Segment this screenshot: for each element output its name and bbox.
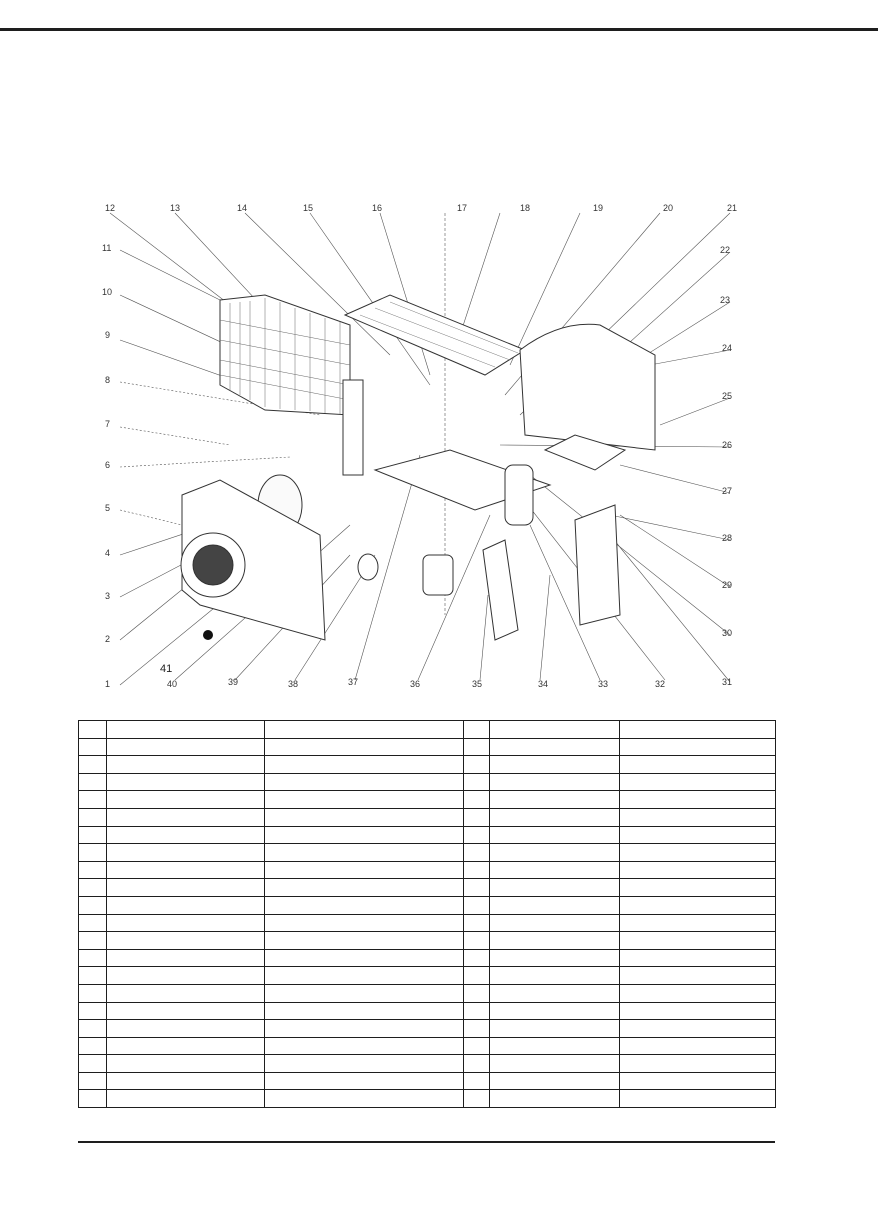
table-cell [265,1072,464,1090]
table-cell [79,949,107,967]
callout-label: 6 [105,460,111,470]
callout-label: 41 [160,663,173,675]
table-cell [265,879,464,897]
table-cell [79,861,107,879]
callout-label: 24 [722,343,733,353]
table-cell [490,949,620,967]
table-cell [490,932,620,950]
callout-label: 17 [457,203,468,213]
callout-label: 14 [237,203,248,213]
table-row [79,949,776,967]
table-cell [265,984,464,1002]
table-cell [265,791,464,809]
table-cell [620,896,776,914]
callout-label: 21 [727,203,738,213]
table-cell [490,1037,620,1055]
callout-label: 25 [722,391,733,401]
table-cell [79,738,107,756]
callout-label: 10 [102,287,113,297]
table-cell [490,984,620,1002]
table-cell [107,1072,265,1090]
table-cell [620,826,776,844]
parts-list-table [78,720,776,1108]
table-cell [265,896,464,914]
table-cell [620,756,776,774]
table-cell [79,826,107,844]
table-cell [490,1072,620,1090]
table-cell [490,738,620,756]
callout-label: 8 [105,375,111,385]
callout-label: 34 [538,679,549,689]
table-cell [490,756,620,774]
table-cell [490,791,620,809]
table-cell [464,1055,490,1073]
table-row [79,738,776,756]
table-cell [265,826,464,844]
table-cell [79,844,107,862]
table-cell [107,914,265,932]
table-cell [79,896,107,914]
table-row [79,984,776,1002]
table-cell [107,791,265,809]
table-cell [107,808,265,826]
table-cell [265,756,464,774]
table-cell [79,1072,107,1090]
table-cell [79,879,107,897]
table-cell [265,844,464,862]
table-cell [490,808,620,826]
callout-label: 4 [105,548,111,558]
table-row [79,808,776,826]
footer-rule [78,1141,775,1143]
table-cell [464,791,490,809]
table-cell [490,1002,620,1020]
callout-label: 36 [410,679,421,689]
callout-label: 7 [105,419,111,429]
table-cell [79,1037,107,1055]
table-cell [620,861,776,879]
table-row [79,932,776,950]
table-cell [464,721,490,739]
table-cell [620,1055,776,1073]
table-cell [265,1020,464,1038]
parts-table-body [79,721,776,1108]
table-cell [464,1072,490,1090]
table-cell [107,967,265,985]
table-cell [265,949,464,967]
table-row [79,1055,776,1073]
table-cell [464,967,490,985]
table-cell [107,896,265,914]
table-cell [464,896,490,914]
table-cell [107,826,265,844]
table-cell [464,826,490,844]
table-cell [79,967,107,985]
table-cell [107,738,265,756]
callout-label: 22 [720,245,731,255]
table-cell [464,808,490,826]
table-cell [620,932,776,950]
table-cell [79,914,107,932]
table-row [79,756,776,774]
table-cell [107,756,265,774]
table-cell [620,984,776,1002]
table-cell [464,773,490,791]
table-cell [490,896,620,914]
callout-label: 35 [472,679,483,689]
table-cell [265,1055,464,1073]
table-cell [464,861,490,879]
callout-label: 31 [722,677,733,687]
table-cell [464,844,490,862]
table-cell [107,1037,265,1055]
table-cell [107,984,265,1002]
callout-label: 40 [167,679,178,689]
table-cell [620,879,776,897]
table-row [79,861,776,879]
table-cell [464,1020,490,1038]
table-cell [107,844,265,862]
table-cell [490,844,620,862]
table-cell [107,861,265,879]
table-cell [490,721,620,739]
callout-label: 13 [170,203,181,213]
table-cell [464,756,490,774]
table-row [79,1037,776,1055]
table-cell [265,967,464,985]
table-cell [620,1090,776,1108]
table-cell [490,861,620,879]
table-cell [79,808,107,826]
table-row [79,721,776,739]
table-cell [620,914,776,932]
table-cell [79,756,107,774]
callout-label: 16 [372,203,383,213]
table-cell [464,738,490,756]
table-cell [107,773,265,791]
callout-label: 3 [105,591,111,601]
table-cell [490,967,620,985]
table-cell [464,1002,490,1020]
table-cell [79,984,107,1002]
table-cell [265,1002,464,1020]
table-cell [464,914,490,932]
table-row [79,1072,776,1090]
table-row [79,791,776,809]
table-cell [490,879,620,897]
callout-label: 28 [722,533,733,543]
table-cell [265,1090,464,1108]
callout-label: 12 [105,203,116,213]
table-cell [464,932,490,950]
table-cell [620,1037,776,1055]
table-cell [79,773,107,791]
table-cell [464,984,490,1002]
table-cell [265,721,464,739]
table-row [79,1002,776,1020]
callout-label: 32 [655,679,666,689]
table-cell [620,808,776,826]
callout-label: 1 [105,679,111,689]
table-cell [79,1002,107,1020]
callout-label: 30 [722,628,733,638]
table-cell [490,773,620,791]
callout-label: 2 [105,634,111,644]
callout-label: 27 [722,486,733,496]
table-row [79,879,776,897]
table-cell [620,773,776,791]
table-cell [107,721,265,739]
table-row [79,896,776,914]
callout-label: 18 [520,203,531,213]
table-cell [265,808,464,826]
table-cell [464,949,490,967]
table-cell [620,949,776,967]
callout-label: 33 [598,679,609,689]
table-cell [464,1090,490,1108]
table-cell [107,1055,265,1073]
table-cell [620,1020,776,1038]
table-cell [620,1002,776,1020]
table-cell [464,1037,490,1055]
table-cell [79,1090,107,1108]
table-row [79,967,776,985]
table-cell [107,1020,265,1038]
table-cell [620,1072,776,1090]
table-cell [265,914,464,932]
table-cell [265,1037,464,1055]
table-cell [620,791,776,809]
table-cell [107,879,265,897]
table-cell [265,773,464,791]
table-cell [107,949,265,967]
table-cell [79,1055,107,1073]
table-row [79,844,776,862]
callout-label: 15 [303,203,314,213]
table-cell [265,861,464,879]
table-cell [490,1055,620,1073]
callout-label: 37 [348,677,359,687]
table-cell [620,967,776,985]
header-rule [0,28,878,31]
table-row [79,1090,776,1108]
table-cell [490,826,620,844]
callout-label: 9 [105,330,111,340]
exploded-parts-diagram [90,195,765,700]
table-cell [620,844,776,862]
table-cell [79,791,107,809]
table-cell [620,721,776,739]
table-cell [490,914,620,932]
table-cell [265,738,464,756]
callout-label: 38 [288,679,299,689]
callout-label: 19 [593,203,604,213]
callout-label: 5 [105,503,111,513]
table-cell [265,932,464,950]
table-cell [107,1090,265,1108]
table-cell [79,1020,107,1038]
callout-label: 39 [228,677,239,687]
table-cell [464,879,490,897]
table-cell [107,932,265,950]
table-row [79,826,776,844]
table-cell [107,1002,265,1020]
callout-label: 20 [663,203,674,213]
table-row [79,773,776,791]
table-cell [490,1020,620,1038]
table-cell [620,738,776,756]
callout-label: 11 [102,243,112,253]
callout-label: 23 [720,295,731,305]
table-row [79,914,776,932]
table-cell [79,721,107,739]
table-cell [79,932,107,950]
callout-label: 26 [722,440,733,450]
callout-label: 29 [722,580,733,590]
table-row [79,1020,776,1038]
table-cell [490,1090,620,1108]
